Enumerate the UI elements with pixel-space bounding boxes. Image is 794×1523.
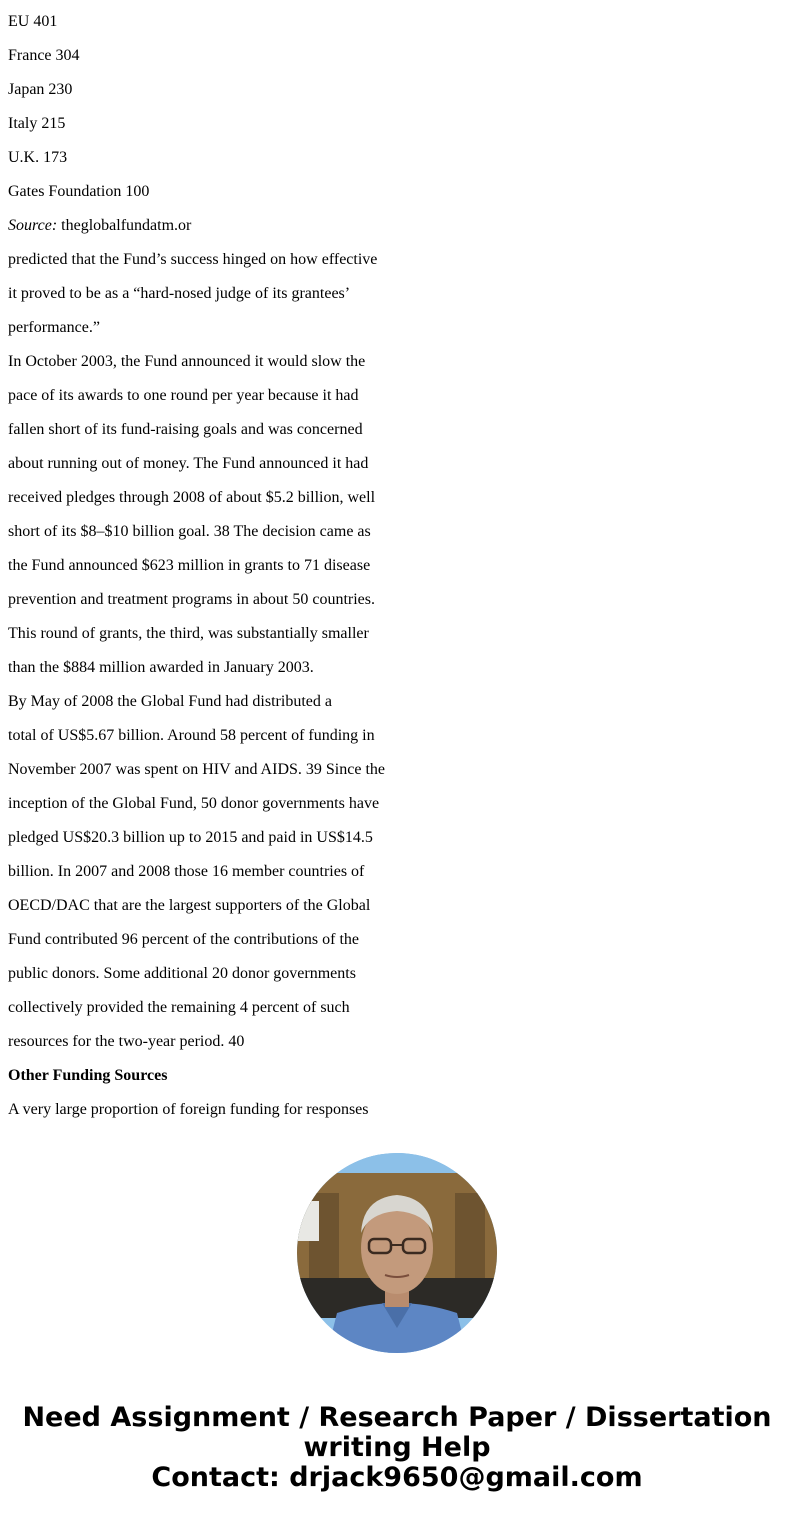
promo-line-2: writing Help xyxy=(303,1432,491,1463)
body-line: A very large proportion of foreign funding for responses xyxy=(8,1101,369,1118)
body-line: November 2007 was spent on HIV and AIDS. 39 Since the xyxy=(8,761,385,778)
donor-line: Gates Foundation 100 xyxy=(8,183,150,200)
document-body xyxy=(8,0,788,1127)
body-line: collectively provided the remaining 4 percent of such xyxy=(8,999,350,1016)
body-line: total of US$5.67 billion. Around 58 percent of funding in xyxy=(8,727,375,744)
body-line: billion. In 2007 and 2008 those 16 member countries of xyxy=(8,863,365,880)
source-value: theglobalfundatm.or xyxy=(57,217,192,234)
body-line: it proved to be as a “hard-nosed judge of its grantees’ xyxy=(8,285,351,302)
donor-line: Japan 230 xyxy=(8,81,73,98)
contact-line: Contact: drjack9650@gmail.com xyxy=(151,1462,643,1493)
section-heading: Other Funding Sources xyxy=(8,1067,168,1084)
promo-footer xyxy=(0,1403,794,1493)
body-line: performance.” xyxy=(8,319,100,336)
author-avatar xyxy=(297,1153,497,1353)
source-label: Source: xyxy=(8,217,58,234)
body-line: the Fund announced $623 million in grants to 71 disease xyxy=(8,557,371,574)
avatar-portrait xyxy=(297,1153,497,1353)
body-line: about running out of money. The Fund announced it had xyxy=(8,455,369,472)
body-line: inception of the Global Fund, 50 donor governments have xyxy=(8,795,380,812)
body-line: pledged US$20.3 billion up to 2015 and paid in US$14.5 xyxy=(8,829,373,846)
body-line: This round of grants, the third, was substantially smaller xyxy=(8,625,369,642)
body-line: Fund contributed 96 percent of the contributions of the xyxy=(8,931,360,948)
body-line: than the $884 million awarded in January 2003. xyxy=(8,659,314,676)
promo-line-1: Need Assignment / Research Paper / Dissertation xyxy=(22,1402,772,1433)
donor-line: France 304 xyxy=(8,47,80,64)
body-line: prevention and treatment programs in about 50 countries. xyxy=(8,591,376,608)
donor-line: U.K. 173 xyxy=(8,149,68,166)
body-line: predicted that the Fund’s success hinged on how effective xyxy=(8,251,378,268)
body-line: short of its $8–$10 billion goal. 38 The decision came as xyxy=(8,523,371,540)
body-line: received pledges through 2008 of about $5.2 billion, well xyxy=(8,489,376,506)
donor-line: EU 401 xyxy=(8,13,58,30)
body-line: public donors. Some additional 20 donor governments xyxy=(8,965,356,982)
body-line: In October 2003, the Fund announced it would slow the xyxy=(8,353,366,370)
body-line: fallen short of its fund-raising goals and was concerned xyxy=(8,421,363,438)
body-line: By May of 2008 the Global Fund had distributed a xyxy=(8,693,332,710)
body-line: OECD/DAC that are the largest supporters of the Global xyxy=(8,897,371,914)
source-line xyxy=(8,209,788,243)
body-line: pace of its awards to one round per year because it had xyxy=(8,387,359,404)
body-line: resources for the two-year period. 40 xyxy=(8,1033,245,1050)
donor-line: Italy 215 xyxy=(8,115,66,132)
